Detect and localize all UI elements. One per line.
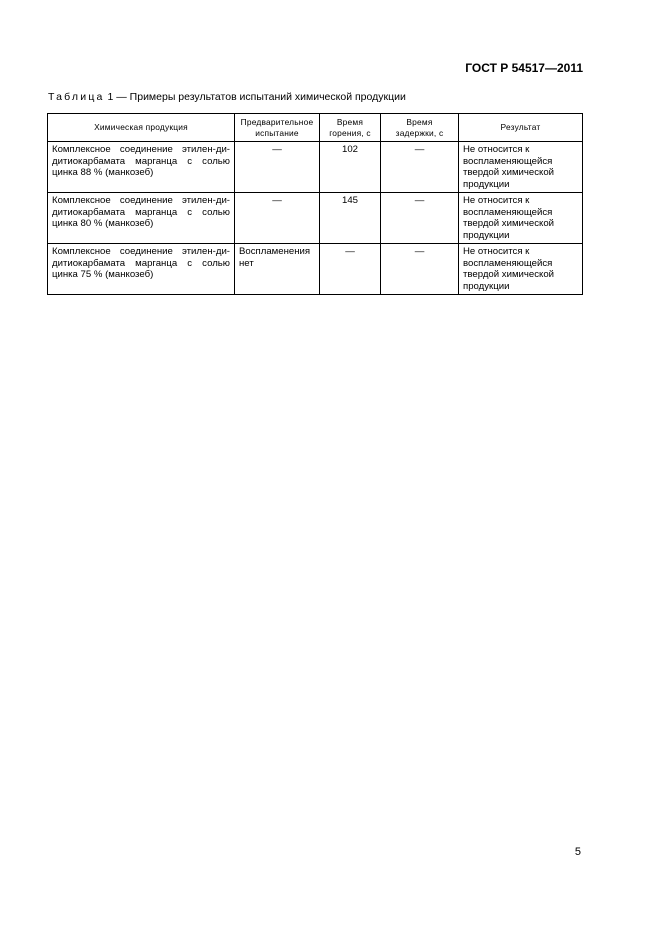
column-header-product: Химическая продукция [48, 114, 235, 142]
cell-product: Комплексное соединение этилен-ди-дитиокарбамата марганца с солью цинка 88 % (манкозеб) [48, 142, 235, 193]
table-caption-title: — Примеры результатов испытаний химической продукции [113, 91, 406, 103]
table-row [48, 193, 583, 244]
cell-result: Не относится к воспламеняющейся твердой химической продукции [459, 244, 583, 295]
cell-preliminary-test: — [235, 193, 320, 244]
column-header-result: Результат [459, 114, 583, 142]
cell-result: Не относится к воспламеняющейся твердой химической продукции [459, 193, 583, 244]
cell-result: Не относится к воспламеняющейся твердой химической продукции [459, 142, 583, 193]
table-header-row [48, 114, 583, 142]
cell-delay-time: — [381, 142, 459, 193]
cell-preliminary-test: — [235, 142, 320, 193]
column-header-preliminary-test: Предварительное испытание [235, 114, 320, 142]
column-header-burn-time: Время горения, с [320, 114, 381, 142]
cell-burn-time: — [320, 244, 381, 295]
column-header-delay-time: Время задержки, с [381, 114, 459, 142]
results-table [47, 113, 583, 295]
page-number: 5 [574, 846, 581, 858]
table-caption-number: 1 [104, 91, 114, 103]
document-code: ГОСТ Р 54517—2011 [465, 61, 583, 75]
table-row [48, 244, 583, 295]
table-row [48, 142, 583, 193]
table-caption-label: Таблица [48, 91, 105, 103]
table-caption [48, 91, 406, 103]
cell-product: Комплексное соединение этилен-ди-дитиокарбамата марганца с солью цинка 80 % (манкозеб) [48, 193, 235, 244]
cell-burn-time: 145 [320, 193, 381, 244]
cell-preliminary-test: Воспламенения нет [235, 244, 320, 295]
cell-delay-time: — [381, 244, 459, 295]
cell-burn-time: 102 [320, 142, 381, 193]
cell-delay-time: — [381, 193, 459, 244]
cell-product: Комплексное соединение этилен-ди-дитиокарбамата марганца с солью цинка 75 % (манкозеб) [48, 244, 235, 295]
